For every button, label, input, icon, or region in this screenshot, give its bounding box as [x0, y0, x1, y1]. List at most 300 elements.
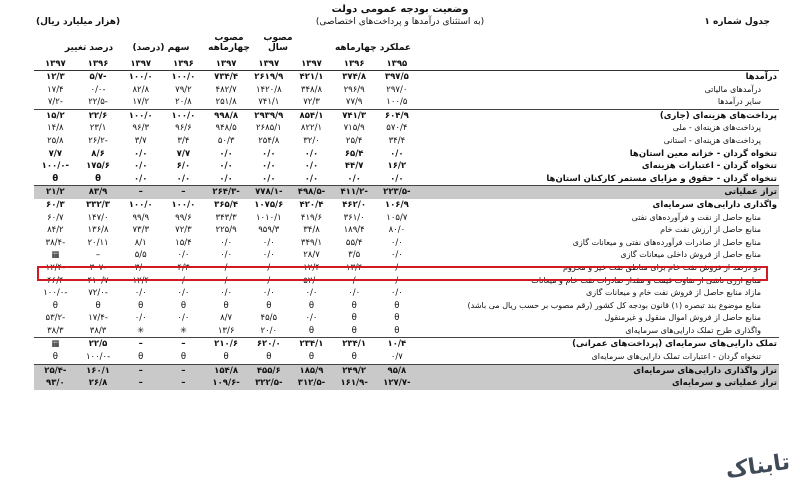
group-actual: عملکرد چهارماهه	[334, 43, 412, 53]
row-value: ۷۱۵/۹	[343, 123, 365, 134]
row-value: ۲۲۵/۹	[215, 225, 237, 236]
row-value: ۹۳/۰	[34, 377, 77, 390]
row-value: ۳۴/۴	[388, 135, 406, 146]
row-value: ۰/۰	[133, 161, 148, 172]
row-value: ۱۲/۳	[46, 72, 65, 82]
row-label: درآمدها	[745, 72, 777, 82]
row-value: ۱۴۷/۰	[87, 212, 109, 223]
table-row	[34, 135, 779, 148]
row-value: ۰/۰	[304, 161, 319, 172]
year-header: ۱۳۹۷	[205, 58, 248, 71]
row-value: ۲۲/۶	[88, 110, 108, 121]
row-label: پرداخت‌های هزینه‌ای (جاری)	[659, 110, 777, 121]
table-number: جدول شماره ۱	[704, 17, 770, 27]
row-value: ۰/۰	[262, 288, 275, 299]
row-value: θ	[333, 325, 376, 338]
row-value: –	[95, 250, 101, 261]
row-value: θ	[180, 300, 187, 311]
row-value: ۷۴۱/۳	[342, 110, 367, 121]
row-value: ۲۲/۵	[88, 339, 108, 350]
row-value: –	[138, 339, 143, 350]
row-value: -۱۲۷/۷	[376, 377, 419, 390]
row-value: ۰/۰	[205, 173, 248, 186]
table-header	[0, 0, 800, 60]
row-value: θ	[77, 173, 120, 186]
row-value: ۰/۰	[262, 161, 276, 172]
row-value: ۳۴/۸	[303, 225, 320, 236]
row-value: ۱۰۰/۰	[171, 199, 196, 210]
row-value: ۰/۰	[247, 173, 290, 186]
row-value: ✳	[162, 325, 205, 338]
row-value: -۳۱۲/۵	[290, 377, 333, 390]
row-value: θ	[205, 351, 248, 364]
group-approved-year: مصوب سال	[263, 33, 293, 53]
table-row	[34, 122, 779, 135]
row-label: مازاد منابع حاصل از فروش نفت خام و میعانات گازی	[586, 288, 761, 298]
row-value: -۱۰۹/۶	[205, 377, 248, 390]
row-value: ۴۲۰/۴	[299, 199, 324, 210]
row-value: ۰/۰	[262, 148, 276, 159]
row-value: θ	[351, 313, 357, 324]
row-value: ۰/۰	[305, 288, 318, 299]
table-row	[34, 377, 779, 390]
table-row	[34, 325, 779, 338]
row-value: ۶۰۴/۹	[384, 110, 409, 121]
row-value: ۰/۰	[376, 173, 419, 186]
row-value: -۴۱۱/۲	[333, 186, 376, 199]
row-value: ۰/۰	[390, 250, 403, 261]
year-header: ۱۳۹۵	[376, 58, 419, 71]
row-value: ۱۳/۴	[345, 262, 363, 273]
row-value: -۷/۲	[34, 96, 77, 109]
unit-label: (هزار میلیارد ریال)	[36, 17, 121, 27]
row-value: ۷/۷	[176, 148, 191, 159]
row-value: ۲۳۴/۱	[342, 339, 367, 350]
table-row	[34, 199, 779, 212]
row-value: ۴۲۱/۱	[299, 72, 324, 82]
row-value: ۲۳/۱	[89, 123, 107, 134]
row-value: ۷۴۱/۱	[247, 96, 290, 109]
row-value: ▦	[51, 250, 60, 261]
row-value: –	[162, 186, 205, 199]
row-value: ۸/۱	[134, 237, 147, 248]
row-value: ۷/۷	[48, 148, 63, 159]
table-row	[34, 160, 779, 173]
row-value: ۲۴۹/۲	[333, 364, 376, 377]
row-label: دو درصد از فروش نفت خام برای مناطق نفت خیز و محروم	[563, 262, 761, 272]
year-header: ۱۳۹۶	[333, 58, 376, 71]
row-value: ۰/۰	[220, 262, 233, 273]
row-value: ۴۵/۵	[260, 313, 278, 324]
row-value: ۰/۰	[177, 313, 190, 324]
group-approved-quarter: مصوب چهارماهه	[208, 33, 250, 53]
year-header: ۱۳۹۷	[247, 58, 290, 71]
row-value: -۲۲/۵	[77, 96, 120, 109]
row-value: ۰/۰	[133, 148, 148, 159]
row-value: θ	[290, 325, 333, 338]
table-row	[34, 186, 779, 199]
row-value: ۰/۰	[177, 250, 190, 261]
row-value: ۲۶۱۹/۹	[254, 72, 284, 82]
table-row	[34, 300, 779, 313]
row-value: ۴۱۹/۶	[300, 212, 323, 223]
year-header: ۱۳۹۷	[119, 58, 162, 71]
row-value: ۴۱۰/۷	[87, 275, 109, 286]
row-value: ۴۶۲/۰	[342, 199, 367, 210]
table-row	[34, 338, 779, 351]
row-value: ۳۸/۳	[77, 325, 120, 338]
row-value: ۸/۶	[91, 148, 105, 159]
row-value: ۰/۰	[390, 262, 403, 273]
row-value: θ	[290, 351, 333, 364]
table-row	[34, 275, 779, 288]
row-value: ۰/۰	[348, 288, 361, 299]
row-value: ۱۵/۲	[46, 110, 65, 121]
table-row	[34, 262, 779, 275]
row-value: -۷۷۸/۱	[247, 186, 290, 199]
row-label: تنخواه گردان - اعتبارات هزینه‌ای	[641, 161, 777, 172]
row-value: θ	[351, 300, 357, 311]
table-row	[34, 212, 779, 225]
label-column-header	[418, 58, 779, 71]
row-label: پرداخت‌های هزینه‌ای - استانی	[663, 135, 761, 145]
row-value: ۶۵/۴	[344, 148, 364, 159]
watermark-text: تابناک	[724, 449, 792, 484]
row-value: ۳۴۹/۱	[300, 237, 323, 248]
table-row	[34, 173, 779, 186]
row-value: ۲۵۴/۸	[258, 135, 280, 146]
row-value: ۵۰/۳	[217, 135, 235, 146]
row-value: ۲۹۳۹/۹	[254, 110, 284, 121]
tabnak-watermark-logo	[724, 421, 794, 491]
row-value: ۲۱/۲	[34, 186, 77, 199]
row-value: ۲۰/۱۱	[87, 237, 109, 248]
row-value: ۷۳۴/۴	[214, 72, 239, 82]
row-value: ۰/۰	[219, 161, 233, 172]
row-value: -۵۳/۲	[45, 313, 66, 324]
row-value: -۳۸/۴	[45, 237, 66, 248]
row-value: ۳/۵	[348, 250, 361, 261]
row-value: –	[119, 186, 162, 199]
group-share: سهم (درصد)	[132, 43, 190, 53]
row-value: θ	[394, 313, 400, 324]
row-value: ۷۷/۹	[333, 96, 376, 109]
row-value: ۳۴۸/۸	[300, 84, 323, 95]
row-value: ۲۹۶/۹	[343, 84, 365, 95]
row-value: ۰/۰	[219, 148, 233, 159]
row-value: ۴۴/۷	[344, 161, 364, 172]
row-value: ۰/۰	[134, 288, 147, 299]
row-value: θ	[394, 300, 400, 311]
table-row	[34, 351, 779, 364]
row-value: ۰/۰	[305, 313, 318, 324]
row-value: ۱۰۱۰/۱	[255, 212, 282, 223]
row-value: ۹۴۸/۵	[215, 123, 237, 134]
row-value: ۷۲/۳	[175, 225, 192, 236]
row-value: θ	[333, 351, 376, 364]
row-value: ۱۳/۶	[205, 325, 248, 338]
row-value: ۴۶/۴	[47, 275, 64, 286]
row-value: ▦	[51, 339, 60, 350]
row-value: ۱۰۷۵/۶	[254, 199, 284, 210]
row-value: ۰/۰	[290, 173, 333, 186]
row-value: ۳/۰	[134, 262, 147, 273]
row-value: –	[181, 339, 186, 350]
row-value: -۱۰۰/۰	[41, 161, 70, 172]
row-value: -۰/۰	[90, 84, 106, 95]
row-value: ۳۹۷/۵	[384, 72, 409, 82]
row-value: ۲۰/۸	[162, 96, 205, 109]
row-value: ۱۰۰/۵	[376, 96, 419, 109]
row-value: θ	[223, 300, 229, 311]
row-value: ۲۳۴/۱	[299, 339, 324, 350]
table-body	[34, 71, 779, 390]
year-header: ۱۳۹۶	[77, 58, 120, 71]
row-value: ۰/۰	[348, 275, 361, 286]
row-value: ۱۰۰/۰	[171, 72, 196, 82]
table-row	[34, 224, 779, 237]
row-value: ۱۸۹/۴	[343, 225, 365, 236]
row-value: -۳۰۷	[89, 262, 107, 273]
row-value: ۰/۰	[177, 288, 190, 299]
row-value: ۵۷۰/۴	[386, 123, 408, 134]
row-value: ۱۰۶/۹	[384, 199, 409, 210]
row-value: ۲۹۷/۰	[386, 84, 408, 95]
row-value: ۰/۰	[390, 275, 403, 286]
table-row	[34, 287, 779, 300]
row-value: ۸۵۴/۱	[299, 110, 324, 121]
row-value: –	[119, 377, 162, 390]
row-value: ۱۵/۴	[175, 237, 192, 248]
row-value: ۹۶/۶	[175, 123, 192, 134]
table-row	[34, 96, 779, 109]
row-value: -۱۷/۴	[88, 313, 108, 324]
row-value: ۱۷/۴	[47, 84, 64, 95]
row-value: ۳۳۲/۳	[86, 199, 110, 210]
row-value: –	[162, 377, 205, 390]
row-label: واگذاری دارایی‌های سرمایه‌ای	[652, 199, 777, 210]
row-label: تنخواه گردان - حقوق و مزایای مستمر کارکنان استان‌ها	[418, 173, 779, 186]
row-value: θ	[119, 351, 162, 364]
row-value: ۳۸/۳	[34, 325, 77, 338]
row-value: ۸۲۲/۱	[300, 123, 323, 134]
row-value: ۰/۰	[134, 313, 147, 324]
row-label: تنخواه گردان - اعتبارات تملک دارایی‌های سرمایه‌ای	[418, 351, 779, 364]
row-label: منابع حاصل از صادرات فرآورده‌های نفتی و میعانات گازی	[572, 237, 761, 247]
row-label: منابع ارزی ناشی از تفاوت قیمت و مقدار صادرات نفت خام و میعانات	[531, 275, 761, 285]
row-label: منابع حاصل از نفت و فرآورده‌های نفتی	[631, 212, 761, 222]
row-value: θ	[308, 300, 315, 311]
row-value: θ	[34, 173, 77, 186]
row-value: -۲۵/۴	[34, 364, 77, 377]
row-value: ۰/۰	[220, 288, 233, 299]
row-value: θ	[266, 300, 272, 311]
row-value: ۹۹/۹	[132, 212, 150, 223]
row-value: ۵/۵	[134, 250, 147, 261]
row-value: ✳	[119, 325, 162, 338]
row-value: ۲۵/۴	[345, 135, 363, 146]
row-value: -۲۶/۲	[88, 135, 108, 146]
row-value: ۱۷/۲	[119, 96, 162, 109]
row-value: ۲۱۰/۶	[214, 339, 239, 350]
row-value: ۰/۷	[376, 351, 419, 364]
row-value: ۱۷۵/۶	[86, 161, 110, 172]
row-value: ۶۰/۷	[47, 212, 64, 223]
row-value: θ	[247, 351, 290, 364]
row-value: ۰/۰	[177, 275, 190, 286]
row-value: θ	[376, 325, 419, 338]
year-header-row	[34, 58, 779, 71]
row-value: ۱۳۶/۸	[87, 225, 109, 236]
row-label: پرداخت‌های هزینه‌ای - ملی	[672, 123, 761, 133]
row-value: θ	[138, 300, 144, 311]
row-label: منابع موضوع بند تبصره (۱) قانون بودجه کل کشور (رقم مصوب بر حسب ریال می باشد)	[467, 300, 761, 310]
row-value: ۱۰/۴	[387, 339, 407, 350]
row-value: -۵/۷	[89, 72, 107, 82]
row-value: ۸۲/۸	[132, 84, 150, 95]
row-value: ۱۶/۲	[387, 161, 407, 172]
row-value: ۴۵۵/۶	[247, 364, 290, 377]
row-value: ۶۰/۳	[46, 199, 65, 210]
row-value: ۹۶/۳	[132, 123, 150, 134]
row-value: ۹۹۸/۸	[214, 110, 239, 121]
row-value: -۲۲۳/۵	[376, 186, 419, 199]
row-value: ۶۲۰/۰	[256, 339, 281, 350]
row-value: ۰/۰	[162, 173, 205, 186]
row-value: ۵۵/۴	[345, 237, 363, 248]
row-value: ۱۸۵/۹	[290, 364, 333, 377]
row-label: تنخواه گردان - خزانه معین استان‌ها	[629, 148, 777, 159]
row-value: θ	[95, 300, 101, 311]
row-value: ۹۹/۶	[175, 212, 192, 223]
row-value: ۱۲/۴	[303, 262, 320, 273]
table-row	[34, 71, 779, 84]
row-value: ۲۸/۷	[303, 250, 320, 261]
row-value: ۰/۰	[390, 148, 404, 159]
row-value: ۰/۰	[220, 237, 233, 248]
row-value: ۷۳/۳	[132, 225, 150, 236]
row-value: ۳۶۵/۴	[214, 199, 239, 210]
row-value: ۷۹/۲	[175, 84, 192, 95]
row-value: ۰/۰	[390, 288, 403, 299]
row-value: ۳۶۱/۰	[343, 212, 365, 223]
budget-table	[34, 58, 779, 390]
row-value: ۲۰/۰	[247, 325, 290, 338]
row-value: -۳۲۲/۵	[247, 377, 290, 390]
row-value: ۱۰۵/۷	[386, 212, 408, 223]
row-value: ۲۵۱/۸	[205, 96, 248, 109]
row-value: ۰/۰	[220, 275, 233, 286]
row-value: ۰/۰	[262, 237, 275, 248]
table-row	[34, 249, 779, 262]
row-value: ۳۴۳/۳	[215, 212, 237, 223]
row-value: θ	[34, 351, 77, 364]
row-label: منابع حاصل از فروش اموال منقول و غیرمنقول	[604, 313, 761, 323]
row-value: θ	[52, 300, 58, 311]
row-label: درآمدهای مالیاتی	[704, 84, 761, 94]
group-change: درصد تغییر	[64, 43, 114, 53]
row-value: ۴/۳	[177, 262, 190, 273]
row-value: ۳/۷	[134, 135, 147, 146]
row-value: ۵۲/۰	[303, 275, 320, 286]
row-value: -۴۹۸/۵	[290, 186, 333, 199]
row-value: ۶/۰	[176, 161, 191, 172]
table-row	[34, 312, 779, 325]
row-value: ۹۵۹/۳	[258, 225, 280, 236]
row-label: سایر درآمدها	[418, 96, 779, 109]
row-value: ۸/۷	[220, 313, 233, 324]
table-subtitle: (به استثنای درآمدها و پرداخت‌های اختصاصی)	[315, 17, 485, 27]
row-value: ۲۶/۸	[77, 377, 120, 390]
row-value: -۷۲/۰	[88, 288, 108, 299]
table-row	[34, 84, 779, 97]
table-row	[34, 364, 779, 377]
table-row	[34, 109, 779, 122]
row-label: تراز واگذاری دارایی‌های سرمایه‌ای	[418, 364, 779, 377]
row-value: ۳۷۴/۸	[342, 72, 367, 82]
row-value: -۲۶۴/۳	[205, 186, 248, 199]
row-value: ۸۳/۹	[77, 186, 120, 199]
row-value: -۱۶۱/۹	[333, 377, 376, 390]
row-value: ۳/۴	[177, 135, 190, 146]
row-value: ۰/۰	[262, 262, 275, 273]
row-label: تملک دارایی‌های سرمایه‌ای (پرداخت‌های عمرانی)	[572, 339, 777, 350]
row-value: ۰/۰	[390, 237, 403, 248]
row-value: ۲۶۸۵/۱	[255, 123, 282, 134]
table-row	[34, 237, 779, 250]
row-value: θ	[162, 351, 205, 364]
row-value: ۰/۰	[304, 148, 319, 159]
row-value: ۱۵۴/۸	[205, 364, 248, 377]
row-value: ۰/۰	[262, 250, 275, 261]
row-value: –	[119, 364, 162, 377]
row-value: –	[162, 364, 205, 377]
row-value: ۰/۰	[262, 275, 275, 286]
row-label: منابع حاصل از ارزش نفت خام	[660, 225, 761, 235]
row-value: ۸۰/۰	[388, 225, 406, 236]
row-value: ۱۴۲۰/۸	[255, 84, 282, 95]
row-value: ۱۰۰/۰	[128, 72, 153, 82]
row-value: ۲۵/۸	[47, 135, 64, 146]
row-value: ۹۵/۸	[376, 364, 419, 377]
row-value: ۱۰۰/۰	[128, 110, 153, 121]
row-value: ۱۶۰/۱	[77, 364, 120, 377]
row-value: ۳۲/۰	[303, 135, 320, 146]
row-value: ۸۴/۲	[47, 225, 64, 236]
table-title: وضعیت بودجه عمومی دولت	[331, 4, 469, 15]
row-label: واگذاری طرح تملک دارایی‌های سرمایه‌ای	[418, 325, 779, 338]
row-label: تراز عملیاتی و سرمایه‌ای	[418, 377, 779, 390]
row-value: ۴۸۲/۷	[215, 84, 237, 95]
row-value: ۱۴/۸	[47, 123, 64, 134]
row-label: تراز عملیاتی	[418, 186, 779, 199]
year-header: ۱۳۹۶	[162, 58, 205, 71]
row-value: ۰/۰	[119, 173, 162, 186]
row-value: -۱۰۰/۰	[43, 288, 68, 299]
row-value: ۰/۰	[333, 173, 376, 186]
year-header: ۱۳۹۷	[290, 58, 333, 71]
row-value: -۱۰۰/۰	[77, 351, 120, 364]
row-label: منابع حاصل از فروش داخلی میعانات گازی	[620, 250, 761, 260]
row-value: ۱۰۰/۰	[171, 110, 196, 121]
year-header: ۱۳۹۷	[34, 58, 77, 71]
row-value: ۷۲/۳	[290, 96, 333, 109]
row-value: -۱۲/۴	[45, 262, 66, 273]
row-value: ۰/۰	[220, 250, 233, 261]
row-value: ۱۲/۴	[132, 275, 150, 286]
row-value: ۱۰۰/۰	[128, 199, 153, 210]
table-row	[34, 148, 779, 161]
